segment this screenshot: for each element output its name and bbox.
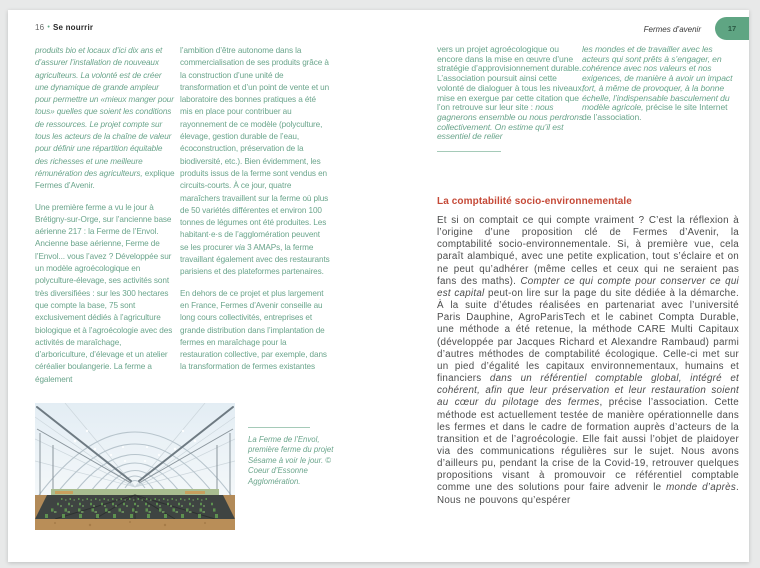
right-running-header <box>644 25 701 34</box>
column-1 <box>35 45 176 395</box>
left-section-title: Se nourrir <box>52 23 94 32</box>
right-page-number: 17 <box>727 24 737 33</box>
text-run: monde d’après <box>666 482 736 494</box>
magazine-page-spread <box>8 10 749 562</box>
paragraph <box>582 45 738 123</box>
text-run: . Nous ne pouvons qu’espérer <box>437 482 739 506</box>
text-run: nous gagnerons ensemble ou nous perdrons collectivement. On estime qu’il est essentiel de relier <box>437 102 584 142</box>
header-bullet: • <box>47 24 50 31</box>
photo-caption <box>248 427 340 487</box>
left-running-header <box>35 23 93 32</box>
greenhouse-photo <box>35 403 235 530</box>
caption-rule <box>248 427 310 428</box>
text-run: dans un référentiel comptable global, intégré et cohérent, afin que leur préservation et leur restauration soient au cœur du pilotage des fermes <box>437 373 739 409</box>
text-run: vers un projet agroécologique ou encore dans la mise en œuvre d’une stratégie d’approvisionnement durable. L’association poursuit ainsi cette volonté de dialoguer à tous les niveaux, mise en exergue par cette citation que l’on retrouve sur leur site : <box>437 44 584 113</box>
paragraph <box>437 45 584 142</box>
paragraph <box>35 45 176 193</box>
text-run: via <box>234 242 245 252</box>
column-3 <box>437 45 584 152</box>
quote-end-rule <box>437 151 501 152</box>
greenhouse-photo-graphic <box>35 403 235 530</box>
page-number-tab <box>715 17 749 40</box>
left-page-number: 16 <box>35 23 45 32</box>
right-section-title: Fermes d’avenir <box>643 25 701 34</box>
paragraph: Une première ferme a vu le jour à Brétigny-sur-Orge, sur l’ancienne base aérienne 217 : la Ferme de l’Envol. Ancienne base aérienne, Ferme de l’Envol... vous l’avez ? Développée sur un modèle agroécologique en polyculture-élevage, ses activités sont très diversifiées : sur les 300 hectares que compte la base, 75 sont exclusivement dédiés à l’agriculture biologique et à l’agroécologie avec des activités de maraîchage, d’arboriculture, d’élevage et un atelier céréalier boulangerie. La ferme a également <box>35 202 173 384</box>
article-heading: La comptabilité socio-environnementale <box>437 196 632 207</box>
paragraph <box>180 45 330 279</box>
paragraph: En dehors de ce projet et plus largement en France, Fermes d’Avenir conseille au long cours collectivités, entreprises et grande distribution dans l’implantation de fermes en maraîchage pour la restauration collective, par exemple, dans la transformation de fermes existantes <box>180 288 327 372</box>
text-run: les mondes et de travailler avec les acteurs qui sont prêts à s’engager, en cohérence avec nos valeurs et nos exigences, de manière à avoir un impact fort, à même de provoquer, à la bonne échelle, l’indispensable basculement du modèle agricole, <box>582 44 733 113</box>
text-run: produits bio et locaux d’ici dix ans et d’assurer l’installation de nouveaux agriculteurs. La volonté est de créer une dynamique de grande ampleur pour permettre un «mieux manger pour tous» quelles que soient les conditions de ressources. Le projet compte sur tous les acteurs de la chaîne de valeur pour définir une répartition équitable des richesses et une meilleure rémunération des agriculteurs, <box>35 46 174 178</box>
text-run: La Ferme de l’Envol, première ferme du projet Sésame à voir le jour. © Coeur d’Essonne Agglomération. <box>248 435 334 486</box>
text-run: précise le site Internet de l’association. <box>582 102 728 122</box>
column-2 <box>180 45 330 397</box>
text-run: Et si on comptait ce qui compte vraiment ? C’est la réflexion à l’origine d’une proposition clé de Fermes d’Avenir, la comptabilité socio-environnementale. Si, à première vue, cela paraît alambiqué, avec une petite explication, tout s’éclaire et on ne peut qu’adhérer (même celles et ceux qui ne seraient pas fans des maths). <box>437 215 739 287</box>
text-run: peut-on lire sur la page du site dédiée à la démarche. À la suite d’études réalisées en partenariat avec l’université Paris Dauphine, AgroParisTech et le cabinet Compta Durable, une méthode a été retenue, la méthode CARE Multi Capitaux (développée par Jacques Richard et Alexandre Rambaud) parmi d’autres méthodes de comptabilité écologique. Celle-ci met sur un pied d’égalité les capitaux environnementaux, humains et financiers <box>437 287 740 385</box>
caption-text <box>248 435 340 487</box>
column-4 <box>582 45 738 132</box>
article-comptabilite <box>437 196 739 507</box>
text-run: 3 AMAPs, la ferme travaillant également avec des restaurants parisiens et des plateformes partenaires. <box>180 242 330 277</box>
text-run: explique Fermes d’Avenir. <box>35 168 175 191</box>
text-run: Compter ce qui compte pour conserver ce qui est capital <box>437 275 739 299</box>
text-run: , précise l’association. Cette méthode est actuellement testée de manière opérationnelle dans les fermes et dans le cadre de formation auprès d’acteurs de la transition et de l’agroécologie. Elle fait aussi l’objet de plaidoyer via des communications régulières sur le sujet. Nous avons d’ailleurs pu, pendant la crise de la Covid-19, retrouver quelques propositions visant à promouvoir ce référentiel comptable comme une des solutions pour faire advenir le <box>437 397 739 494</box>
text-run: l’ambition d’être autonome dans la commercialisation de ses produits grâce à la construction d’une unité de transformation et d’un point de vente et un laboratoire des bonnes pratiques a été mis en place pour contribuer au rayonnement de ce modèle (polyculture, élevage, gestion durable de l’eau, écoconstruction, préservation de la biodiversité, etc.). Bien évidemment, les produits issus de la ferme sont vendus en circuits-courts. À ce jour, quatre maraîchers travaillent sur la ferme où plus de 50 variétés différentes et environ 100 tonnes de légumes ont été produites. Les habitant·e·s de l’agglomération peuvent se les procurer <box>180 46 330 252</box>
article-body <box>437 215 739 507</box>
